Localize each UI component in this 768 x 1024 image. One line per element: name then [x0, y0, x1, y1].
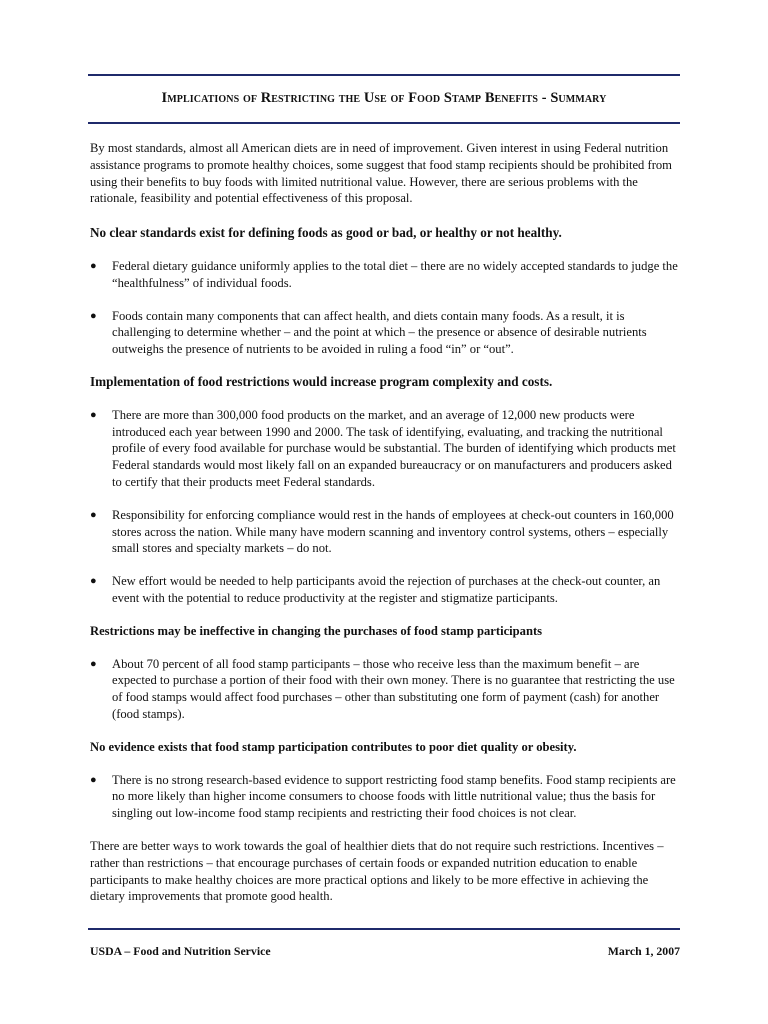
bullet-list: [90, 407, 680, 607]
bullet-item: [90, 407, 680, 491]
footer-rule: [88, 928, 680, 930]
footer-agency: USDA – Food and Nutrition Service: [90, 944, 271, 958]
bullet-list: [90, 258, 680, 358]
bullet-text: Foods contain many components that can affect health, and diets contain many foods. As a result, it is challenging to determine whether – and the point at which – the presence or absence of desirable nutrients outweighs the presence of nutrients to be avoided in ruling a food “in” or “out”.: [112, 308, 647, 357]
bullet-text: About 70 percent of all food stamp participants – those who receive less than the maximum benefit – are expected to purchase a portion of their food with their own money. There is no guarantee that restricting the use of food stamps would affect food purchases – other than substituting one form of payment (cash) for another (food stamps).: [112, 656, 675, 721]
title-rule: [88, 122, 680, 124]
bullet-text: Federal dietary guidance uniformly applies to the total diet – there are no widely accepted standards to judge the “healthfulness” of individual foods.: [112, 258, 678, 290]
bullet-icon: ●: [90, 508, 97, 521]
bullet-text: Responsibility for enforcing compliance would rest in the hands of employees at check-out counters in 160,000 stores across the nation. While many have modern scanning and inventory control systems, others – especially small stores and specialty markets – do not.: [112, 507, 674, 556]
document-body: [90, 140, 680, 905]
bullet-text: There is no strong research-based evidence to support restricting food stamp benefits. Food stamp recipients are no more likely than higher income consumers to choose foods with little nutritional value; thus the basis for singling out low-income food stamp recipients and restricting their food choices is not clear.: [112, 772, 676, 821]
bullet-icon: ●: [90, 575, 97, 588]
bullet-list: [90, 656, 680, 723]
intro-paragraph: By most standards, almost all American diets are in need of improvement. Given interest in using Federal nutrition assistance programs to promote healthy choices, some suggest that food stamp recipients should be prohibited from using their benefits to buy foods with limited nutritional value. However, there are serious problems with the rationale, feasibility and potential effectiveness of this proposal.: [90, 141, 672, 206]
section-heading: Implementation of food restrictions would increase program complexity and costs.: [90, 373, 553, 389]
bullet-item: [90, 258, 680, 292]
bullet-text: There are more than 300,000 food products on the market, and an average of 12,000 new products were introduced each year between 1990 and 2000. The task of identifying, evaluating, and tracking the nutritional profile of every food available for purchase would be substantial. The burden of identifying which products met Federal standards would most likely fall on an expanded bureaucracy or on manufacturers and producers asked to certify that their products meet Federal standards.: [112, 407, 676, 489]
bullet-item: [90, 573, 680, 607]
footer-date: March 1, 2007: [607, 944, 680, 958]
section-heading: Restrictions may be ineffective in changing the purchases of food stamp participants: [90, 623, 543, 638]
page-title: Implications of Restricting the Use of Food Stamp Benefits - Summary: [161, 90, 607, 106]
section-heading: No clear standards exist for defining foods as good or bad, or healthy or not healthy.: [90, 225, 562, 241]
section-heading: No evidence exists that food stamp participation contributes to poor diet quality or obesity.: [90, 739, 577, 754]
top-rule: [88, 74, 680, 76]
bullet-item: [90, 308, 680, 358]
bullet-list: [90, 772, 680, 822]
bullet-item: [90, 507, 680, 557]
bullet-item: [90, 772, 680, 822]
bullet-icon: ●: [90, 657, 97, 670]
bullet-icon: ●: [90, 773, 97, 786]
bullet-icon: ●: [90, 309, 97, 322]
bullet-item: [90, 656, 680, 723]
bullet-icon: ●: [90, 259, 97, 272]
closing-paragraph: There are better ways to work towards the goal of healthier diets that do not require such restrictions. Incentives – rather than restrictions – that encourage purchases of certain foods or expanded nutrition education to enable participants to make healthy choices are more practical options and likely to be more effective in achieving the dietary improvements that promote good health.: [90, 838, 664, 904]
bullet-text: New effort would be needed to help participants avoid the rejection of purchases at the check-out counter, an event with the potential to reduce productivity at the register and stigmatize participants.: [112, 574, 661, 605]
bullet-icon: ●: [90, 408, 97, 421]
